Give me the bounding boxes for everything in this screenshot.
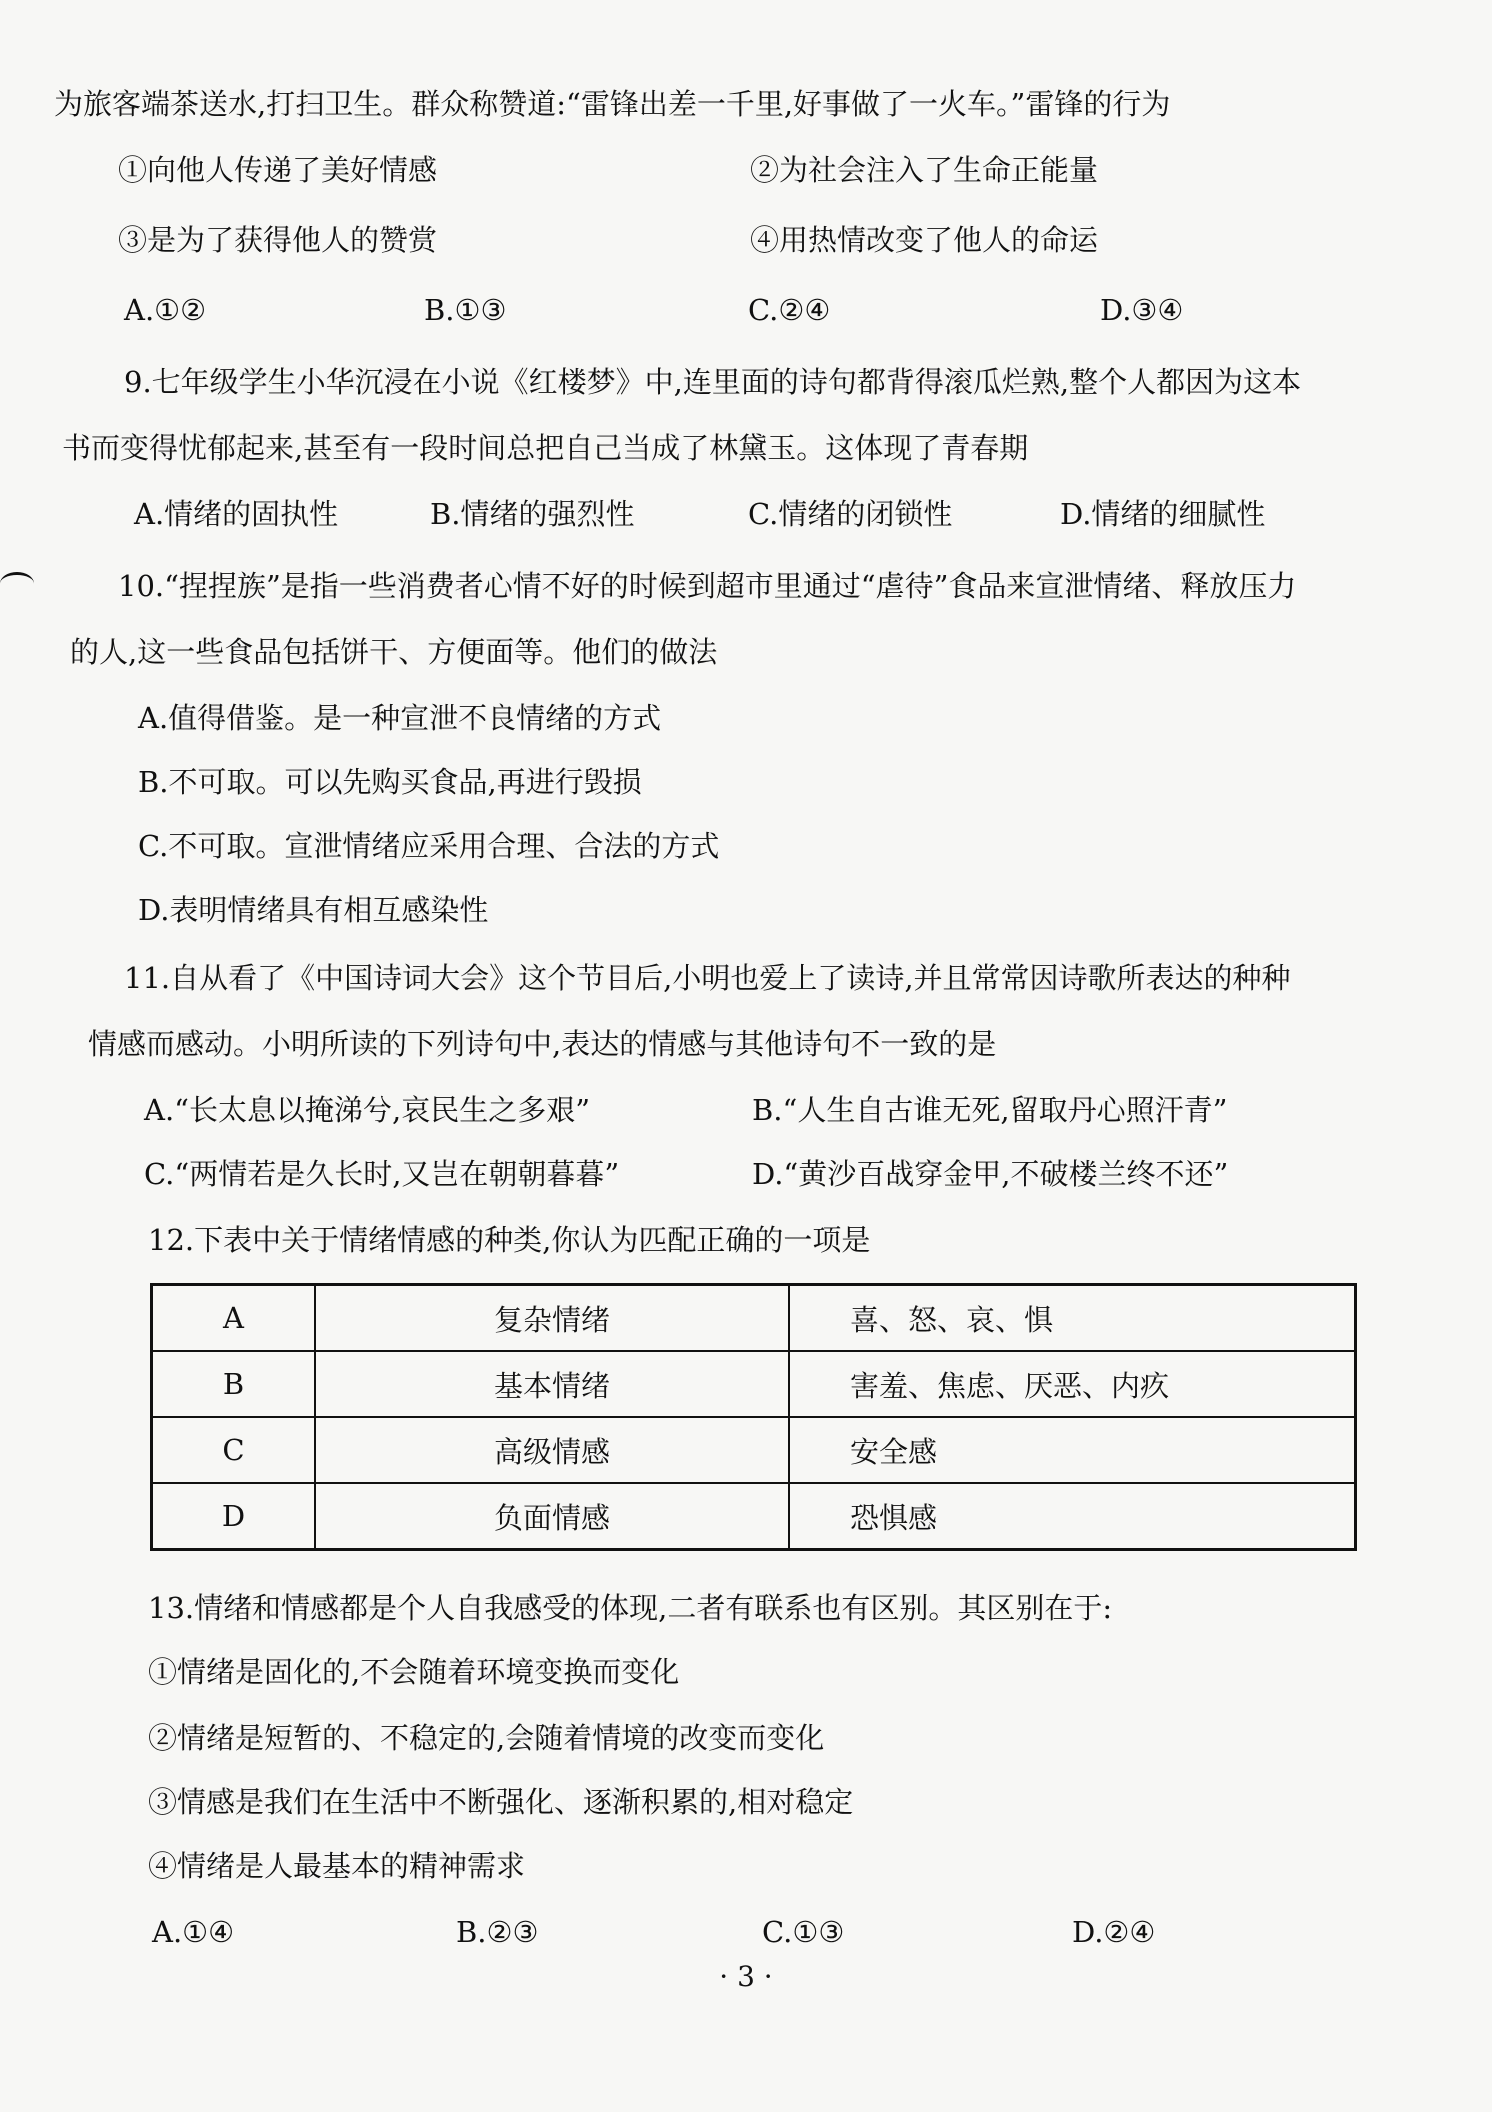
q8-option-d: D.③④ [1100,293,1184,327]
q13-statement-4: ④情绪是人最基本的精神需求 [148,1849,526,1883]
q8-option-b: B.①③ [424,293,507,327]
q9-stem-line2: 书而变得忧郁起来,甚至有一段时间总把自己当成了林黛玉。这体现了青春期 [62,431,1029,465]
table-cell: 害羞、焦虑、厌恶、内疚 [789,1351,1356,1417]
table-cell: 恐惧感 [789,1483,1356,1550]
q10-stem-line2: 的人,这一些食品包括饼干、方便面等。他们的做法 [70,635,718,669]
margin-mark [0,572,34,595]
table-row [152,1285,1356,1352]
q8-option-a: A.①② [124,293,207,327]
table-cell: 高级情感 [315,1417,789,1483]
q11-stem-line2: 情感而感动。小明所读的下列诗句中,表达的情感与其他诗句不一致的是 [88,1027,997,1061]
table-cell: C [152,1417,316,1483]
q11-option-d: D.“黄沙百战穿金甲,不破楼兰终不还” [752,1157,1229,1191]
q8-statement-3: ③是为了获得他人的赞赏 [118,223,438,257]
table-cell: 喜、怒、哀、惧 [789,1285,1356,1352]
q11-option-c: C.“两情若是久长时,又岂在朝朝暮暮” [144,1157,620,1191]
table-cell: B [152,1351,316,1417]
q8-statement-1: ①向他人传递了美好情感 [118,153,438,187]
table-cell: A [152,1285,316,1352]
q13-statement-3: ③情感是我们在生活中不断强化、逐渐积累的,相对稳定 [148,1785,854,1819]
q13-option-d: D.②④ [1072,1915,1156,1949]
q10-option-d: D.表明情绪具有相互感染性 [138,893,489,927]
q13-statement-1: ①情绪是固化的,不会随着环境变换而变化 [148,1655,680,1689]
q8-statement-4: ④用热情改变了他人的命运 [750,223,1099,257]
q10-option-a: A.值得借鉴。是一种宣泄不良情绪的方式 [138,701,662,735]
page-number: · 3 · [719,1960,773,1993]
q13-option-b: B.②③ [456,1915,539,1949]
table-cell: 负面情感 [315,1483,789,1550]
q12-stem: 12.下表中关于情绪情感的种类,你认为匹配正确的一项是 [148,1223,871,1257]
table-row [152,1483,1356,1550]
q11-stem-line1: 11.自从看了《中国诗词大会》这个节目后,小明也爱上了读诗,并且常常因诗歌所表达的种种 [124,961,1291,995]
q8-option-c: C.②④ [748,293,831,327]
q10-option-b: B.不可取。可以先购买食品,再进行毁损 [138,765,642,799]
q13-stem: 13.情绪和情感都是个人自我感受的体现,二者有联系也有区别。其区别在于: [148,1591,1113,1625]
q8-stem-tail: 为旅客端茶送水,打扫卫生。群众称赞道:“雷锋出差一千里,好事做了一火车。”雷锋的行为 [54,87,1171,121]
table-cell: 安全感 [789,1417,1356,1483]
q9-stem-line1: 9.七年级学生小华沉浸在小说《红楼梦》中,连里面的诗句都背得滚瓜烂熟,整个人都因为这本 [124,365,1302,399]
q13-option-a: A.①④ [152,1915,235,1949]
table-row [152,1351,1356,1417]
q9-option-c: C.情绪的闭锁性 [748,497,953,531]
q10-option-c: C.不可取。宣泄情绪应采用合理、合法的方式 [138,829,720,863]
q13-statement-2: ②情绪是短暂的、不稳定的,会随着情境的改变而变化 [148,1721,825,1755]
q11-option-a: A.“长太息以掩涕兮,哀民生之多艰” [144,1093,591,1127]
emotion-types-table [150,1283,1357,1551]
q10-stem-line1: 10.“捏捏族”是指一些消费者心情不好的时候到超市里通过“虐待”食品来宣泄情绪、释放压力 [118,569,1297,603]
q9-option-b: B.情绪的强烈性 [430,497,635,531]
q11-option-b: B.“人生自古谁无死,留取丹心照汗青” [752,1093,1228,1127]
q8-statement-2: ②为社会注入了生命正能量 [750,153,1099,187]
table-cell: 复杂情绪 [315,1285,789,1352]
q13-option-c: C.①③ [762,1915,845,1949]
q9-option-a: A.情绪的固执性 [134,497,339,531]
q9-option-d: D.情绪的细腻性 [1060,497,1266,531]
table-cell: D [152,1483,316,1550]
table-row [152,1417,1356,1483]
table-cell: 基本情绪 [315,1351,789,1417]
